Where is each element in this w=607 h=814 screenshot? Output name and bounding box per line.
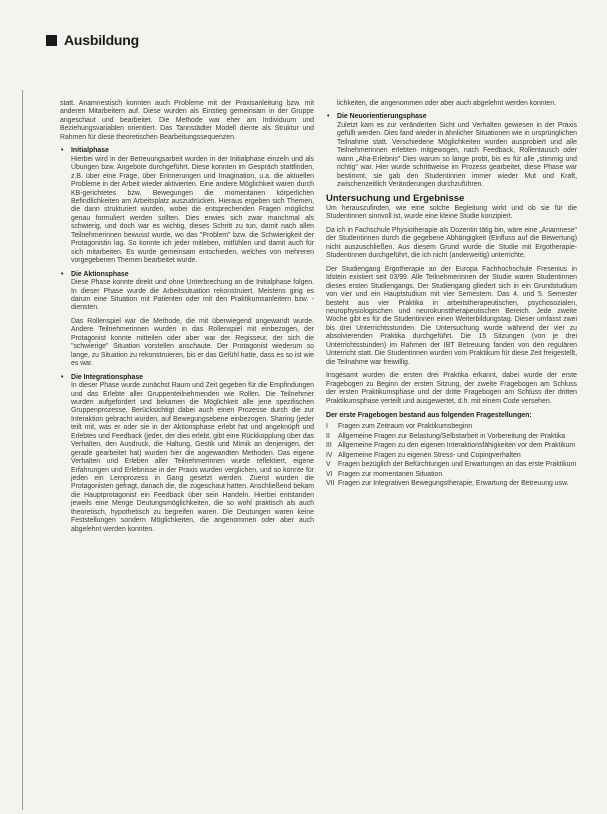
continued-paragraph: lichkeiten, die angenommen oder aber auch abgelehnt werden konnten. [337, 100, 557, 107]
header-square-icon [46, 35, 57, 46]
questionnaire-heading: Der erste Fragebogen bestand aus folgenden Fragestellungen: [326, 411, 532, 419]
integration-phase-heading: • Die Integrationsphase [60, 374, 314, 382]
study-paragraph-3: Der Studiengang Ergotherapie an der Europa Fachhochschule Fresenius in Idstein existiert seit 03/99. Alle Teilnehmerinnen der Studie waren Studentinnen dieses ersten Studiengangs. Der Studiengang gliedert sich in ein Grundstudium von vier und ein Hauptstudium mit vier Semestern. Das 4. und 5. Semester besteht aus vier Praktika in arbeitstherapeutischen, psychosozialen, neurophysiologischen und neurokunsttherapeutischen Bereich. Jede zweite Woche gibt es für die Studentinnen einen Weiterbildungstag. Dieser umfasst zwei bis drei Unterrichtsstunden. Die Untersuchung wurde während der vier zu absolvierenden Praktika durchgeführt. Die 15 Sitzungen (von je drei Unterrichtsstunden) im Rahmen der IBT Betreuung fanden von den regulären Unterricht statt. Die Studentinnen wurden vom Praktikum für diese Zeit freigestellt, die Teilnahme war freiwillig. [326, 265, 577, 366]
intro-paragraph: statt. Anamnestisch konnten auch Probleme mit der Praxisanleitung bzw. mit anderen Mitarbeitern auf. Diese wurden als Einstieg gemeinsam in der Gruppe angeschaut und bearbeitet. Die Methode war eher am Individuum und Beziehungsvariablen orientiert. Das Tannstädter Modell diente als Struktur und Rahmen für diese theoretischen Bearbeitungssequenzen. [60, 100, 314, 141]
reorientation-phase-text: Zuletzt kam es zur veränderten Sicht und Verhalten gewiesen in der Praxis gefüllt werden. Dies fand wieder in ähnlicher Situationen wie in ursprünglichen Teilnahme statt. Verschiedene Möglichkeiten wurden ausprobiert und alle Teilnehmerinnen erlebten mitgewogen, nach Feedback, Rollentausch oder wann „Aha-Erlebnis" Dies warum so lange probt, bis es für alle „stimmig und richtig" war. Hier wurde schrittweise im Prozess gearbeitet, diese Phase war bestimmt, sie gab den Studentinnen immer wieder Mut und Kraft, zwischenzeitlich Veränderungen durchzuführen. [337, 121, 577, 189]
study-section-title: Untersuchung und Ergebnisse [326, 192, 465, 204]
list-item: III Allgemeine Fragen zu den eigenen Interaktionsfähigkeiten vor dem Praktikum [326, 442, 576, 450]
action-phase-text-1: Diese Phase konnte direkt und ohne Unterbrechung an die Initialphase folgen. In dieser Phase wurde die Arbeitssituation rekonstruiert. Meistens ging es darum eine Situation mit Patienten oder mit den Praktikumsanleitern bzw. -diensten. [71, 279, 314, 312]
questionnaire-list [326, 423, 577, 488]
left-column [60, 100, 314, 539]
action-phase-heading: • Die Aktionsphase [60, 271, 314, 279]
reorientation-phase-heading: • Die Neuorientierungsphase [326, 113, 577, 121]
action-phase-text-2: Das Rollenspiel war die Methode, die mit überwiegend angewandt wurde. Andere Teilnehmerinnen wurden in das Rollenspiel mit einbezogen, der Protagonist konnte mitteilen oder aber war der Regisseur, der sich die "schwierige" Situation vorstellen anschaute. Der Protagonist wiederum so lange, zu Situation zu rekonstruieren, bis er das Gefühl hatte, dass es so ist wie es war. [71, 317, 314, 368]
list-item: V Fragen bezüglich der Befürchtungen und Erwartungen an das erste Praktikum [326, 461, 577, 469]
initial-phase-text: Hierbei wird in der Betreuungsarbeit wurden in der Initialphase einzeln und als Übungen bzw. Angebote durchgeführt. Diese konnten im Gespräch stattfinden, z.B. über eine Frage, über Erinnerungen und Imagination, u.a. die aktuellen Probleme in der Arbeit wieder aktivierten. Eine andere Möglichkeit waren durch KB-gerichtetes bzw. Bewegungen die momentanen körperlichen Befindlichkeiten am Arbeitsplatz auszudrücken. Hieraus ergeben sich Themen, die dann strukturiert wurden, wobei die entsprechenden Fragen möglichst genau formuliert werden sollten. Dies erwies sich zwar manchmal als schwierig, und doch war es wichtig, dieses Schritt zu tun, damit nach allen Teilnehmerinnen bewusst wurde, wo das "Problem" bzw. die Schwierigkeit der Protagonistin lag. So konnte ich jeder mitleben, mitfühlen und damit auch für sich mitarbeiten. Es wurde gemeinsam entschieden, welches von mehreren vorgegebenen Themen bearbeitet wurde. [71, 155, 314, 265]
section-header [46, 32, 139, 48]
list-item: I Fragen zum Zeitraum vor Praktikumsbeginn [326, 423, 473, 431]
initial-phase-heading: • Initialphase [60, 147, 314, 155]
list-item: IV Allgemeine Fragen zu eigenen Stress- und Copingverhalten [326, 451, 521, 459]
study-paragraph-1: Um herauszufinden, wie eine solche Begleitung wirkt und ob sie für die Studentinnen sinnvoll ist, wurde eine kleine Studie konzipiert. [326, 204, 577, 221]
right-column [326, 100, 577, 490]
study-paragraph-2: Da ich in Fachschule Physiotherapie als Dozentin tätig bin, wäre eine „Anamnese" der Studentinnen durch die gegebene Abhängigkeit (Einfluss auf die Bewertung) nicht auszuschließen. Aus diesem Grund wurde die Studie mit Ergotherapie-Studentinnen durchgeführt, die ich nicht (anderweitig) unterrichte. [326, 226, 577, 260]
page-margin-line [22, 90, 23, 810]
study-paragraph-4: Insgesamt wurden die ersten drei Praktika erkannt, dabei wurde der erste Fragebogen zu Beginn der ersten Sitzung, der zweite Fragebogen am Schluss der ersten Praktikumsphase und der dritte Fragebogen am Schluss der dritten Praktikumsphase verteilt und ausgewertet, d.h. mit einem Code versehen. [326, 372, 577, 405]
integration-phase-text: In dieser Phase wurde zunächst Raum und Zeit gegeben für die Empfindungen und das Erlebte aller Gruppenteilnehmenden wie Rollen. Die Teilnehmer wurden aufgefordert und bekamen die Möglichkeit alle jene spezifischen Gruppenprozesse, Berücksichtigt dabei auch einen Prozesse durch die zur Interaktion gebracht wurden, auf Bewegungsebene einbezogen. Sharing (jeder teilt mit, was er oder sie in der Aktionsphase erlebt hat und angeknüpft und Erlebtes und Feedback (jeder, der dies erlebt, gibt eine Rückkopplung über das Verhalten, den Ausdruck, die Haltung, Gestik und Mimik an denjenigen, der gerade gearbeitet hat) wurden hier die angewandten Methoden. Das eigene Verhalten und Erleben aller Teilnehmerinnen wurde reflektiert, eigene Erfahrungen und Erlebnisse in der Praxis wurden verglichen, und so konnte für jeden ein Lernprozess in Gang gesetzt werden. Zuerst wurden die Protagonisten gefragt, danach die, die zugeschaut hatten. Anschließend bekam die Hauptprotagonist ein Feedback über sein Handeln. Hierbei entstanden jeweils eine Menge Deutungsmöglichkeiten, die so wohl praktisch als auch theoretisch, hypothetisch zu begreifen waren. Die Deutungen waren keine Feststellungen sondern Möglichkeiten, die angenommen oder aber auch abgelehnt werden konnten. [71, 382, 314, 533]
list-item: VI Fragen zur momentanen Situation [326, 470, 443, 478]
list-item: VII Fragen zur Integrativen Bewegungstherapie, Erwartung der Betreuung usw. [326, 480, 569, 488]
list-item: II Allgemeine Fragen zur Belastung/Selbstarbeit in Vorbereitung der Praktika [326, 432, 566, 440]
section-title: Ausbildung [64, 32, 139, 48]
